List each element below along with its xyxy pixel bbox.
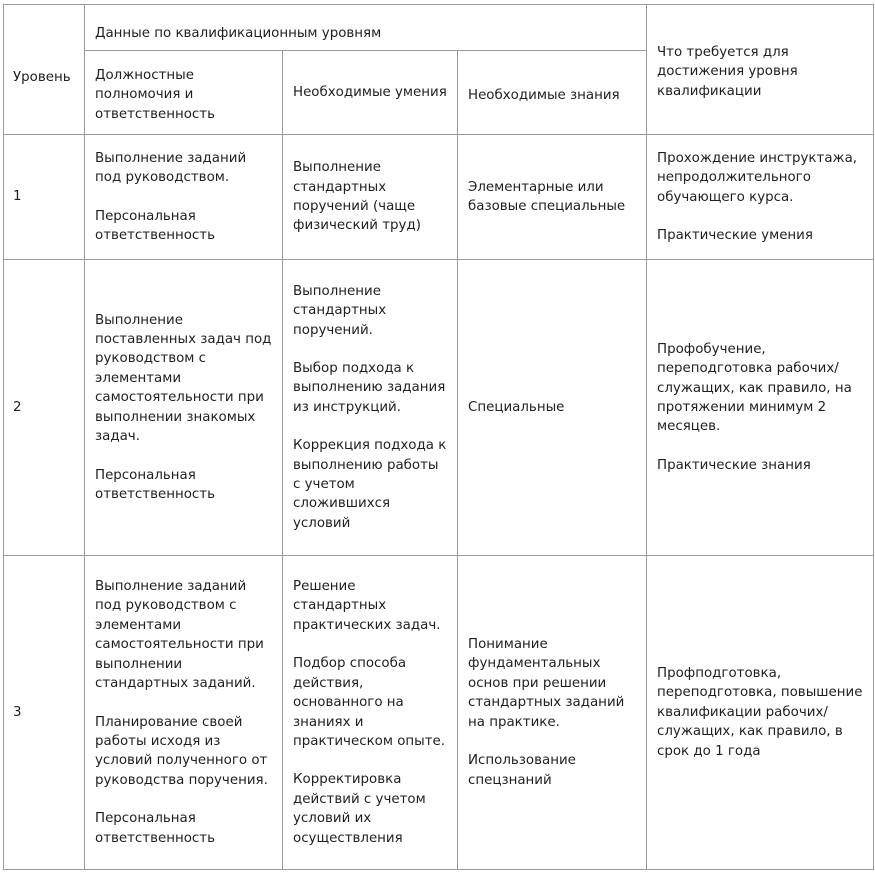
authority-cell: Выполнение заданий под руководством. Персональная ответственность — [85, 135, 283, 260]
header-skills: Необходимые умения — [283, 51, 458, 135]
header-knowledge: Необходимые знания — [458, 51, 647, 135]
level-cell: 3 — [4, 556, 85, 870]
header-requirements: Что требуется для достижения уровня квалификации — [647, 5, 874, 135]
table-row — [4, 135, 874, 260]
knowledge-cell: Элементарные или базовые специальные — [458, 135, 647, 260]
requirements-cell: Профобучение, переподготовка рабочих/служащих, как правило, на протяжении минимум 2 месяцев. Практические знания — [647, 260, 874, 556]
knowledge-cell: Понимание фундаментальных основ при решении стандартных заданий на практике. Использование спецзнаний — [458, 556, 647, 870]
skills-cell: Решение стандартных практических задач. Подбор способа действия, основанного на знаниях и практическом опыте. Корректировка действий с учетом условий их осуществления — [283, 556, 458, 870]
table-row — [4, 260, 874, 556]
table-row — [4, 556, 874, 870]
level-cell: 2 — [4, 260, 85, 556]
header-level: Уровень — [4, 5, 85, 135]
knowledge-cell: Специальные — [458, 260, 647, 556]
header-authority: Должностные полномочия и ответственность — [85, 51, 283, 135]
skills-cell: Выполнение стандартных поручений (чаще физический труд) — [283, 135, 458, 260]
qualification-levels-table — [3, 4, 874, 870]
authority-cell: Выполнение заданий под руководством с элементами самостоятельности при выполнении стандартных заданий. Планирование своей работы исходя из условий полученного от руководства поручения. Персональная ответственность — [85, 556, 283, 870]
level-cell: 1 — [4, 135, 85, 260]
skills-cell: Выполнение стандартных поручений. Выбор подхода к выполнению задания из инструкций. Коррекция подхода к выполнению работы с учетом сложившихся условий — [283, 260, 458, 556]
authority-cell: Выполнение поставленных задач под руководством с элементами самостоятельности при выполнении знакомых задач. Персональная ответственность — [85, 260, 283, 556]
header-group: Данные по квалификационным уровням — [85, 5, 647, 51]
requirements-cell: Профподготовка, переподготовка, повышение квалификации рабочих/служащих, как правило, в срок до 1 года — [647, 556, 874, 870]
header-row-top — [4, 5, 874, 51]
requirements-cell: Прохождение инструктажа, непродолжительного обучающего курса. Практические умения — [647, 135, 874, 260]
